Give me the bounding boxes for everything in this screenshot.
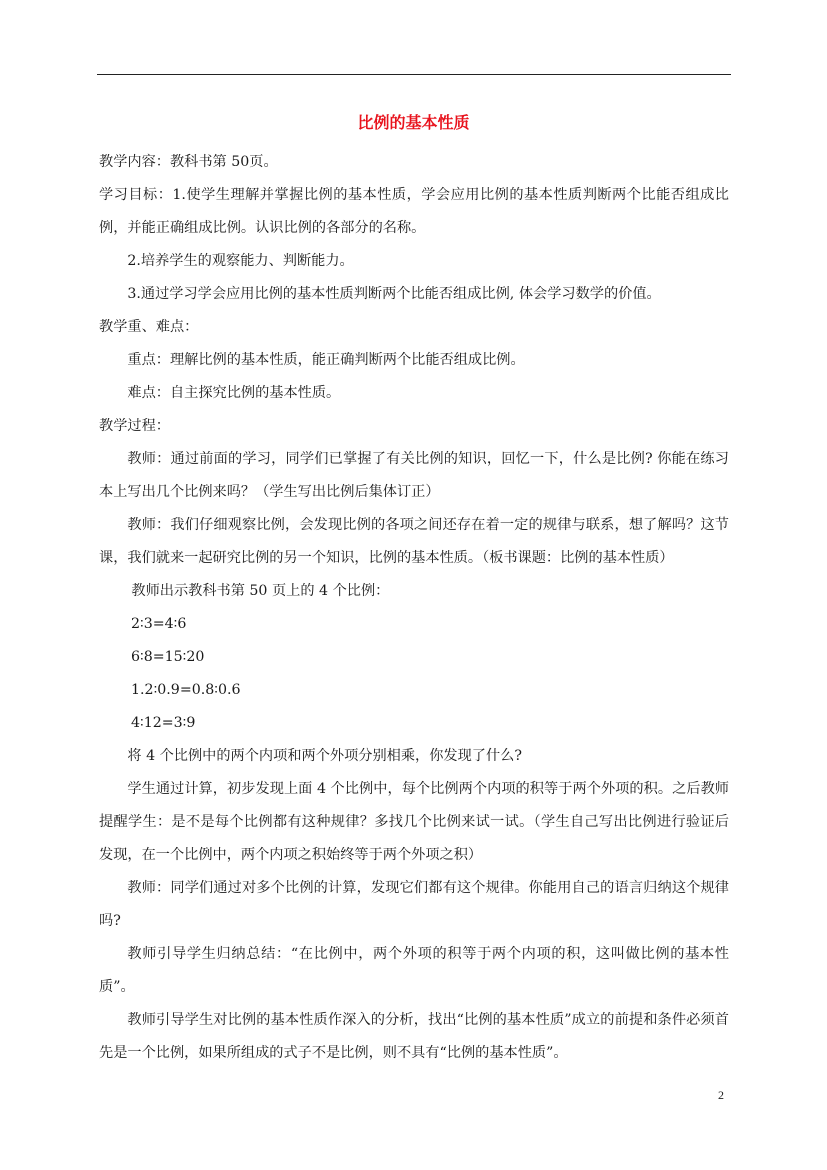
analysis-paragraph: 教师引导学生对比例的基本性质作深入的分析，找出“比例的基本性质”成立的前提和条件必须首先是一个比例，如果所组成的式子不是比例，则不具有“比例的基本性质”。 (99, 1012, 729, 1061)
objective-3: 3.通过学习学会应用比例的基本性质判断两个比能否组成比例, 体会学习数学的价值。 (127, 286, 661, 302)
page-title: 比例的基本性质 (357, 113, 470, 132)
difficult-point: 难点：自主探究比例的基本性质。 (127, 385, 341, 401)
multiply-prompt: 将 4 个比例中的两个内项和两个外项分别相乘，你发现了什么? (127, 748, 522, 764)
process-heading: 教学过程： (99, 418, 170, 434)
ratio-3: 1.2∶0.9=0.8∶0.6 (131, 682, 241, 698)
ratio-2: 6∶8=15∶20 (131, 649, 205, 665)
content-line: 教学内容：教科书第 50页。 (99, 154, 278, 170)
teacher-paragraph-1: 教师：通过前面的学习，同学们已掌握了有关比例的知识，回忆一下，什么是比例? 你能在练习本上写出几个比例来吗？（学生写出比例后集体订正） (99, 451, 729, 500)
header-rule (97, 74, 731, 75)
key-point: 重点：理解比例的基本性质，能正确判断两个比能否组成比例。 (127, 352, 525, 368)
document-body (99, 146, 729, 1070)
summary-paragraph: 教师引导学生归纳总结：“在比例中，两个外项的积等于两个内项的积，这叫做比例的基本性质”。 (99, 946, 729, 995)
teacher-paragraph-2: 教师：我们仔细观察比例，会发现比例的各项之间还存在着一定的规律与联系，想了解吗？这节课，我们就来一起研究比例的另一个知识，比例的基本性质。（板书课题：比例的基本性质） (99, 517, 729, 566)
teacher-shows: 教师出示教科书第 50 页上的 4 个比例： (131, 583, 390, 599)
students-calc: 学生通过计算，初步发现上面 4 个比例中，每个比例两个内项的积等于两个外项的积。之后教师提醒学生：是不是每个比例都有这种规律？多找几个比例来试一试。（学生自己写出比例进行验证后发现，在一个比例中，两个内项之积始终等于两个外项之积） (99, 781, 729, 863)
objective-1: 学习目标：1.使学生理解并掌握比例的基本性质，学会应用比例的基本性质判断两个比能否组成比例，并能正确组成比例。认识比例的各部分的名称。 (99, 187, 729, 236)
ratio-1: 2∶3=4∶6 (131, 616, 187, 632)
key-points-heading: 教学重、难点： (99, 319, 199, 335)
objective-2: 2.培养学生的观察能力、判断能力。 (127, 253, 354, 269)
ratio-4: 4∶12=3∶9 (131, 715, 196, 731)
teacher-paragraph-3: 教师：同学们通过对多个比例的计算，发现它们都有这个规律。你能用自己的语言归纳这个规律吗? (99, 880, 729, 929)
page-number: 2 (718, 1088, 724, 1102)
